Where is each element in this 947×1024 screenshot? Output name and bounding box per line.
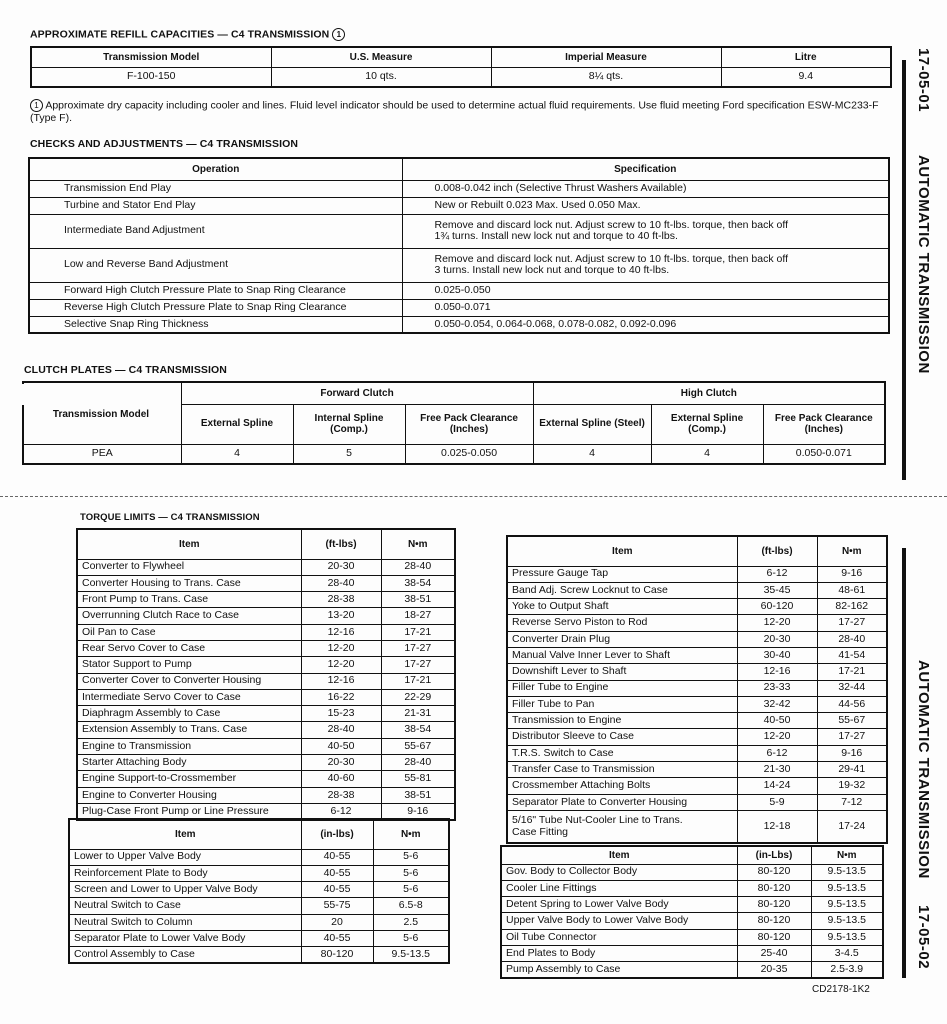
torque-nm: 29-41	[817, 762, 887, 778]
torque-item: End Plates to Body	[501, 945, 737, 961]
torque-item: Converter Cover to Converter Housing	[77, 673, 301, 689]
check-specification: Remove and discard lock nut. Adjust screw to 10 ft-lbs. torque, then back off 1¾ turns. Install new lock nut and torque to 40 ft-lbs.	[402, 214, 889, 248]
col-header-ftlbs: (ft-lbs)	[737, 536, 817, 566]
check-operation: Transmission End Play	[29, 180, 402, 197]
table-row	[77, 592, 455, 608]
torque-item: Control Assembly to Case	[69, 947, 301, 963]
check-specification: 0.050-0.054, 0.064-0.068, 0.078-0.082, 0.092-0.096	[402, 316, 889, 333]
table-row	[77, 608, 455, 624]
torque-right-ft-table	[506, 535, 888, 844]
table-row	[77, 738, 455, 754]
table-row	[69, 849, 449, 865]
table-row	[507, 647, 887, 663]
torque-ftlbs: 40-50	[301, 738, 381, 754]
torque-item: Converter Housing to Trans. Case	[77, 575, 301, 591]
table-row	[507, 599, 887, 615]
clutch-group-high: High Clutch	[533, 382, 885, 404]
torque-ftlbs: 12-20	[737, 729, 817, 745]
torque-nm: 9.5-13.5	[811, 880, 883, 896]
clutch-header-high-comp: External Spline (Comp.)	[651, 404, 763, 444]
torque-item: Pump Assembly to Case	[501, 962, 737, 978]
torque-nm: 28-40	[381, 755, 455, 771]
torque-item: Band Adj. Screw Locknut to Case	[507, 582, 737, 598]
torque-inlbs: 55-75	[301, 898, 373, 914]
torque-right-in-table	[500, 845, 884, 979]
refill-table	[30, 46, 892, 88]
table-row	[507, 729, 887, 745]
torque-nm: 21-31	[381, 706, 455, 722]
table-row	[507, 713, 887, 729]
torque-item: Engine to Converter Housing	[77, 787, 301, 803]
checks-header-specification: Specification	[402, 158, 889, 180]
clutch-fwd-internal: 5	[293, 444, 405, 464]
table-row	[501, 945, 883, 961]
torque-nm: 38-51	[381, 787, 455, 803]
table-row	[29, 180, 889, 197]
torque-nm: 22-29	[381, 689, 455, 705]
torque-title: TORQUE LIMITS — C4 TRANSMISSION	[80, 512, 260, 523]
torque-item: Overrunning Clutch Race to Case	[77, 608, 301, 624]
torque-item: Oil Tube Connector	[501, 929, 737, 945]
torque-item: Front Pump to Trans. Case	[77, 592, 301, 608]
refill-header-imperial: Imperial Measure	[491, 47, 721, 67]
check-specification: 0.050-0.071	[402, 299, 889, 316]
clutch-fwd-clearance: 0.025-0.050	[405, 444, 533, 464]
table-row	[507, 680, 887, 696]
torque-item: Plug-Case Front Pump or Line Pressure	[77, 803, 301, 819]
col-header-nm: N•m	[817, 536, 887, 566]
side-label-top: AUTOMATIC TRANSMISSION	[915, 155, 932, 374]
torque-nm: 3-4.5	[811, 945, 883, 961]
col-header-item: Item	[77, 529, 301, 559]
clutch-header-model: Transmission Model	[52, 409, 150, 420]
torque-item: Converter Drain Plug	[507, 631, 737, 647]
torque-item: Starter Attaching Body	[77, 755, 301, 771]
footnote-marker: 1	[30, 99, 43, 112]
check-specification: 0.025-0.050	[402, 282, 889, 299]
table-row	[29, 316, 889, 333]
table-row	[507, 762, 887, 778]
table-row	[69, 930, 449, 946]
torque-item: Pressure Gauge Tap	[507, 566, 737, 582]
table-row	[77, 640, 455, 656]
table-row	[77, 624, 455, 640]
torque-nm: 9-16	[817, 566, 887, 582]
torque-item: Reverse Servo Piston to Rod	[507, 615, 737, 631]
torque-left-in-table	[68, 818, 450, 964]
table-row	[507, 615, 887, 631]
table-row	[77, 575, 455, 591]
clutch-high-clearance: 0.050-0.071	[763, 444, 885, 464]
torque-ftlbs: 14-24	[737, 778, 817, 794]
table-row	[77, 673, 455, 689]
col-header-item: Item	[507, 536, 737, 566]
torque-nm: 17-21	[817, 664, 887, 680]
torque-nm: 5-6	[373, 849, 449, 865]
torque-inlbs: 80-120	[737, 913, 811, 929]
torque-inlbs: 20	[301, 914, 373, 930]
torque-nm: 82-162	[817, 599, 887, 615]
torque-item: Cooler Line Fittings	[501, 880, 737, 896]
torque-nm: 2.5-3.9	[811, 962, 883, 978]
table-row	[77, 755, 455, 771]
refill-us: 10 qts.	[271, 67, 491, 87]
side-bar-top	[902, 60, 906, 480]
torque-item: Manual Valve Inner Lever to Shaft	[507, 647, 737, 663]
check-operation: Intermediate Band Adjustment	[29, 214, 402, 248]
torque-item: Filler Tube to Engine	[507, 680, 737, 696]
check-operation: Reverse High Clutch Pressure Plate to Snap Ring Clearance	[29, 299, 402, 316]
table-row	[507, 810, 887, 843]
torque-nm: 2.5	[373, 914, 449, 930]
table-row	[29, 248, 889, 282]
torque-nm: 38-54	[381, 575, 455, 591]
refill-title: APPROXIMATE REFILL CAPACITIES — C4 TRANSMISSION 1	[30, 28, 345, 41]
table-row	[77, 787, 455, 803]
table-row	[77, 722, 455, 738]
torque-nm: 17-21	[381, 673, 455, 689]
torque-nm: 41-54	[817, 647, 887, 663]
col-header-nm: N•m	[381, 529, 455, 559]
torque-ftlbs: 28-40	[301, 722, 381, 738]
table-row	[29, 282, 889, 299]
table-row	[507, 582, 887, 598]
torque-nm: 28-40	[381, 559, 455, 575]
torque-nm: 9.5-13.5	[811, 929, 883, 945]
torque-ftlbs: 23-33	[737, 680, 817, 696]
torque-item: Transfer Case to Transmission	[507, 762, 737, 778]
torque-nm: 17-24	[817, 810, 887, 843]
torque-item: Intermediate Servo Cover to Case	[77, 689, 301, 705]
torque-nm: 17-21	[381, 624, 455, 640]
clutch-header-fwd-clearance: Free Pack Clearance (Inches)	[405, 404, 533, 444]
clutch-group-forward: Forward Clutch	[181, 382, 533, 404]
torque-ftlbs: 12-16	[301, 673, 381, 689]
col-header-ftlbs: (ft-lbs)	[301, 529, 381, 559]
torque-item: Neutral Switch to Case	[69, 898, 301, 914]
torque-inlbs: 40-55	[301, 930, 373, 946]
torque-ftlbs: 30-40	[737, 647, 817, 663]
torque-ftlbs: 35-45	[737, 582, 817, 598]
clutch-high-steel: 4	[533, 444, 651, 464]
torque-ftlbs: 15-23	[301, 706, 381, 722]
col-header-item: Item	[69, 819, 301, 849]
clutch-header-high-steel: External Spline (Steel)	[533, 404, 651, 444]
refill-header-litre: Litre	[721, 47, 891, 67]
torque-inlbs: 80-120	[301, 947, 373, 963]
torque-ftlbs: 20-30	[301, 755, 381, 771]
torque-ftlbs: 6-12	[301, 803, 381, 819]
clutch-header-fwd-internal: Internal Spline (Comp.)	[293, 404, 405, 444]
check-specification: New or Rebuilt 0.023 Max. Used 0.050 Max.	[402, 197, 889, 214]
torque-item: Rear Servo Cover to Case	[77, 640, 301, 656]
refill-header-model: Transmission Model	[31, 47, 271, 67]
table-row	[501, 913, 883, 929]
torque-inlbs: 20-35	[737, 962, 811, 978]
torque-inlbs: 40-55	[301, 849, 373, 865]
side-bar-bottom	[902, 548, 906, 978]
check-operation: Forward High Clutch Pressure Plate to Snap Ring Clearance	[29, 282, 402, 299]
table-row	[69, 947, 449, 963]
torque-nm: 9.5-13.5	[811, 913, 883, 929]
checks-table	[28, 157, 890, 334]
torque-item: Stator Support to Pump	[77, 657, 301, 673]
page-divider	[0, 496, 947, 497]
torque-nm: 32-44	[817, 680, 887, 696]
torque-nm: 55-67	[817, 713, 887, 729]
torque-item: Extension Assembly to Trans. Case	[77, 722, 301, 738]
table-row	[69, 865, 449, 881]
check-operation: Turbine and Stator End Play	[29, 197, 402, 214]
checks-header-operation: Operation	[29, 158, 402, 180]
torque-ftlbs: 12-18	[737, 810, 817, 843]
torque-item: Transmission to Engine	[507, 713, 737, 729]
torque-nm: 5-6	[373, 930, 449, 946]
torque-ftlbs: 40-60	[301, 771, 381, 787]
torque-ftlbs: 12-20	[301, 640, 381, 656]
torque-inlbs: 80-120	[737, 864, 811, 880]
torque-inlbs: 40-55	[301, 865, 373, 881]
table-row	[507, 566, 887, 582]
clutch-header-high-clearance: Free Pack Clearance (Inches)	[763, 404, 885, 444]
torque-item: Yoke to Output Shaft	[507, 599, 737, 615]
table-row	[501, 880, 883, 896]
table-row	[77, 771, 455, 787]
table-row	[507, 745, 887, 761]
torque-nm: 48-61	[817, 582, 887, 598]
refill-footnote: 1 Approximate dry capacity including cooler and lines. Fluid level indicator should be used to determine actual fluid requirements. Use fluid meeting Ford specification ESW-MC233-F (Type F).	[30, 99, 879, 125]
torque-item: Oil Pan to Case	[77, 624, 301, 640]
side-label-bottom: AUTOMATIC TRANSMISSION	[915, 660, 932, 879]
torque-nm: 6.5-8	[373, 898, 449, 914]
torque-ftlbs: 12-20	[737, 615, 817, 631]
torque-nm: 5-6	[373, 882, 449, 898]
torque-item: Filler Tube to Pan	[507, 696, 737, 712]
torque-nm: 5-6	[373, 865, 449, 881]
torque-nm: 28-40	[817, 631, 887, 647]
table-row	[507, 664, 887, 680]
torque-item: Distributor Sleeve to Case	[507, 729, 737, 745]
refill-imperial: 8¼ qts.	[491, 67, 721, 87]
check-operation: Selective Snap Ring Thickness	[29, 316, 402, 333]
torque-nm: 17-27	[381, 657, 455, 673]
torque-inlbs: 80-120	[737, 897, 811, 913]
table-row	[507, 794, 887, 810]
torque-item: Engine to Transmission	[77, 738, 301, 754]
check-operation: Low and Reverse Band Adjustment	[29, 248, 402, 282]
torque-nm: 9-16	[817, 745, 887, 761]
table-row	[507, 778, 887, 794]
page-number-top: 17-05-01	[915, 48, 932, 113]
torque-nm: 17-27	[817, 729, 887, 745]
torque-ftlbs: 20-30	[737, 631, 817, 647]
torque-nm: 55-67	[381, 738, 455, 754]
table-row	[77, 706, 455, 722]
torque-ftlbs: 13-20	[301, 608, 381, 624]
table-row	[29, 197, 889, 214]
table-row	[501, 864, 883, 880]
col-header-nm: N•m	[811, 846, 883, 864]
clutch-header-blank	[22, 384, 180, 405]
torque-nm: 9-16	[381, 803, 455, 819]
torque-nm: 44-56	[817, 696, 887, 712]
col-header-item: Item	[501, 846, 737, 864]
refill-litre: 9.4	[721, 67, 891, 87]
torque-nm: 18-27	[381, 608, 455, 624]
torque-nm: 9.5-13.5	[811, 864, 883, 880]
torque-inlbs: 80-120	[737, 880, 811, 896]
torque-ftlbs: 20-30	[301, 559, 381, 575]
check-specification: Remove and discard lock nut. Adjust screw to 10 ft-lbs. torque, then back off 3 turns. Install new lock nut and torque to 40 ft-lbs.	[402, 248, 889, 282]
table-row	[501, 897, 883, 913]
torque-ftlbs: 60-120	[737, 599, 817, 615]
table-row	[501, 962, 883, 978]
clutch-header-fwd-external: External Spline	[181, 404, 293, 444]
torque-ftlbs: 28-38	[301, 787, 381, 803]
torque-ftlbs: 12-20	[301, 657, 381, 673]
torque-inlbs: 40-55	[301, 882, 373, 898]
torque-nm: 55-81	[381, 771, 455, 787]
page-number-bottom: 17-05-02	[915, 905, 932, 970]
clutch-title: CLUTCH PLATES — C4 TRANSMISSION	[24, 364, 227, 376]
table-row	[501, 929, 883, 945]
refill-model: F-100-150	[31, 67, 271, 87]
torque-nm: 38-51	[381, 592, 455, 608]
table-row	[77, 657, 455, 673]
torque-item: 5/16" Tube Nut-Cooler Line to Trans. Case Fitting	[507, 810, 737, 843]
col-header-inlbs: (in-lbs)	[301, 819, 373, 849]
torque-item: Gov. Body to Collector Body	[501, 864, 737, 880]
footnote-marker: 1	[332, 28, 345, 41]
table-row	[69, 898, 449, 914]
check-specification: 0.008-0.042 inch (Selective Thrust Washers Available)	[402, 180, 889, 197]
refill-header-us: U.S. Measure	[271, 47, 491, 67]
torque-ftlbs: 28-40	[301, 575, 381, 591]
table-row	[29, 299, 889, 316]
torque-nm: 17-27	[381, 640, 455, 656]
torque-ftlbs: 6-12	[737, 566, 817, 582]
torque-ftlbs: 12-16	[301, 624, 381, 640]
torque-item: Upper Valve Body to Lower Valve Body	[501, 913, 737, 929]
torque-item: Separator Plate to Lower Valve Body	[69, 930, 301, 946]
torque-ftlbs: 5-9	[737, 794, 817, 810]
torque-inlbs: 80-120	[737, 929, 811, 945]
torque-ftlbs: 28-38	[301, 592, 381, 608]
torque-item: Crossmember Attaching Bolts	[507, 778, 737, 794]
torque-nm: 17-27	[817, 615, 887, 631]
torque-item: Engine Support-to-Crossmember	[77, 771, 301, 787]
torque-ftlbs: 12-16	[737, 664, 817, 680]
torque-inlbs: 25-40	[737, 945, 811, 961]
torque-item: Diaphragm Assembly to Case	[77, 706, 301, 722]
torque-item: Screen and Lower to Upper Valve Body	[69, 882, 301, 898]
torque-item: T.R.S. Switch to Case	[507, 745, 737, 761]
table-row	[507, 631, 887, 647]
torque-nm: 9.5-13.5	[373, 947, 449, 963]
torque-nm: 9.5-13.5	[811, 897, 883, 913]
torque-nm: 38-54	[381, 722, 455, 738]
table-row	[77, 559, 455, 575]
col-header-inlbs: (in-Lbs)	[737, 846, 811, 864]
col-header-nm: N•m	[373, 819, 449, 849]
table-row	[77, 689, 455, 705]
table-row	[69, 914, 449, 930]
clutch-model: PEA	[23, 444, 181, 464]
table-row	[69, 882, 449, 898]
torque-item: Detent Spring to Lower Valve Body	[501, 897, 737, 913]
torque-item: Separator Plate to Converter Housing	[507, 794, 737, 810]
table-row	[507, 696, 887, 712]
torque-item: Neutral Switch to Column	[69, 914, 301, 930]
torque-ftlbs: 32-42	[737, 696, 817, 712]
torque-ftlbs: 40-50	[737, 713, 817, 729]
torque-item: Converter to Flywheel	[77, 559, 301, 575]
torque-nm: 7-12	[817, 794, 887, 810]
figure-code: CD2178-1K2	[812, 984, 870, 995]
torque-ftlbs: 6-12	[737, 745, 817, 761]
torque-left-ft-table	[76, 528, 456, 821]
torque-item: Reinforcement Plate to Body	[69, 865, 301, 881]
clutch-fwd-external: 4	[181, 444, 293, 464]
torque-ftlbs: 16-22	[301, 689, 381, 705]
torque-item: Downshift Lever to Shaft	[507, 664, 737, 680]
table-row	[29, 214, 889, 248]
torque-nm: 19-32	[817, 778, 887, 794]
clutch-high-comp: 4	[651, 444, 763, 464]
checks-title: CHECKS AND ADJUSTMENTS — C4 TRANSMISSION	[30, 138, 299, 150]
torque-ftlbs: 21-30	[737, 762, 817, 778]
torque-item: Lower to Upper Valve Body	[69, 849, 301, 865]
